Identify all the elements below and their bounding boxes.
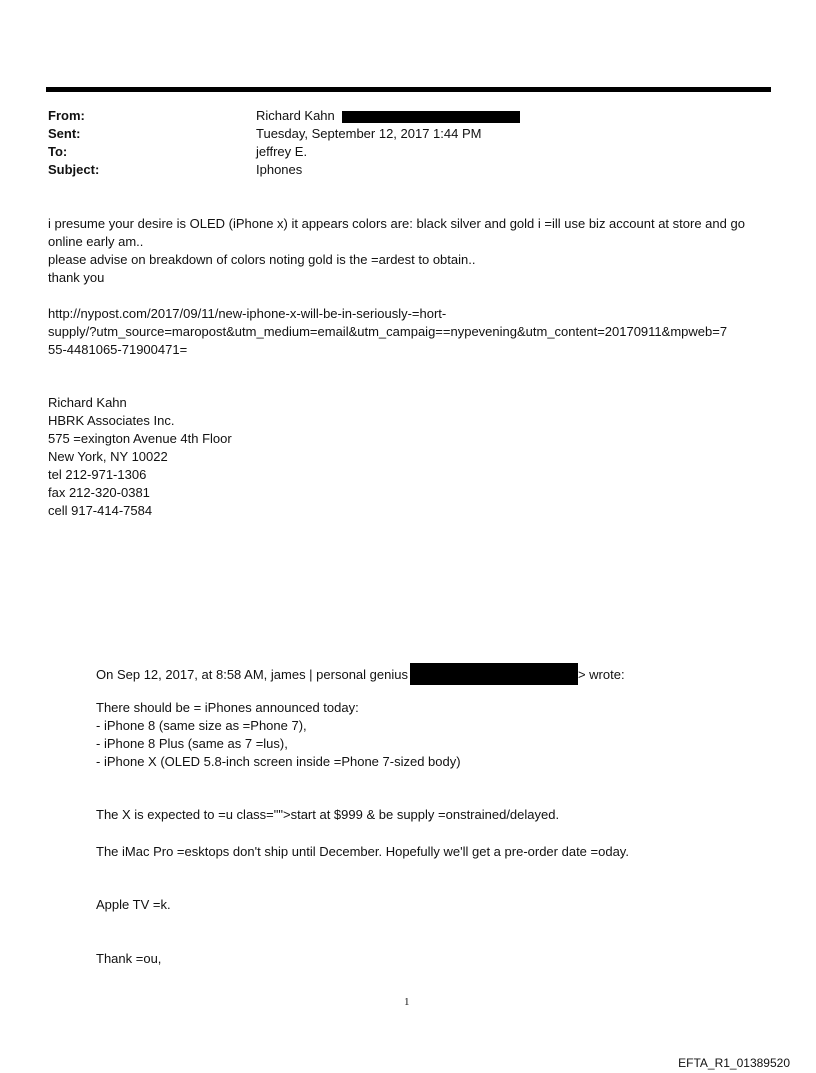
signature-fax: fax 212-320-0381 xyxy=(48,485,150,500)
quoted-line: Apple TV =k. xyxy=(96,897,171,912)
quoted-line: The X is expected to =u class="">start at $999 & be supply =onstrained/delayed. xyxy=(96,807,560,822)
quoted-line: The iMac Pro =esktops don't ship until December. Hopefully we'll get a pre-order date =oday. xyxy=(96,844,629,859)
message-line: please advise on breakdown of colors noting gold is the =ardest to obtain.. xyxy=(48,252,476,267)
quoted-list xyxy=(96,699,776,771)
from-name: Richard Kahn xyxy=(256,108,335,123)
signature-name: Richard Kahn xyxy=(48,395,127,410)
from-label: From: xyxy=(48,108,85,123)
document-id: EFTA_R1_01389520 xyxy=(678,1056,790,1070)
sent-value: Tuesday, September 12, 2017 1:44 PM xyxy=(256,126,482,141)
quoted-intro xyxy=(96,663,776,685)
quoted-line: Thank =ou, xyxy=(96,951,162,966)
quoted-bullet: - iPhone X (OLED 5.8-inch screen inside =Phone 7-sized body) xyxy=(96,754,461,769)
page-number: 1 xyxy=(404,996,410,1008)
subject-value: Iphones xyxy=(256,162,303,177)
subject-label: Subject: xyxy=(48,162,100,177)
message-line: online early am.. xyxy=(48,234,144,249)
header-rule xyxy=(46,87,771,92)
sent-label: Sent: xyxy=(48,126,81,141)
redaction-box xyxy=(410,663,578,685)
signature-cell: cell 917-414-7584 xyxy=(48,503,153,518)
signature-block xyxy=(48,394,778,520)
quoted-intro-end: > wrote: xyxy=(577,667,625,682)
link-line: 55-4481065-71900471= xyxy=(48,342,188,357)
from-value xyxy=(256,107,520,125)
article-link xyxy=(48,305,778,359)
to-value: jeffrey E. xyxy=(256,144,308,159)
quoted-line: There should be = iPhones announced today: xyxy=(96,700,359,715)
quoted-bullet: - iPhone 8 (same size as =Phone 7), xyxy=(96,718,307,733)
redaction-box xyxy=(342,111,520,123)
message-line: i presume your desire is OLED (iPhone x) it appears colors are: black silver and gold i =ill use biz account at store and go xyxy=(48,216,745,231)
signature-tel: tel 212-971-1306 xyxy=(48,467,147,482)
to-label: To: xyxy=(48,144,68,159)
signature-company: HBRK Associates Inc. xyxy=(48,413,175,428)
quoted-intro-text: On Sep 12, 2017, at 8:58 AM, james | personal genius xyxy=(96,667,408,682)
quoted-bullet: - iPhone 8 Plus (same as 7 =lus), xyxy=(96,736,288,751)
message-line: thank you xyxy=(48,270,105,285)
signature-address: 575 =exington Avenue 4th Floor xyxy=(48,431,232,446)
link-line: supply/?utm_source=maropost&utm_medium=email&utm_campaig==nypevening&utm_content=20170911&mpweb=7 xyxy=(48,324,728,339)
link-line: http://nypost.com/2017/09/11/new-iphone-x-will-be-in-seriously-=hort- xyxy=(48,306,447,321)
message-body xyxy=(48,215,778,287)
signature-address: New York, NY 10022 xyxy=(48,449,168,464)
